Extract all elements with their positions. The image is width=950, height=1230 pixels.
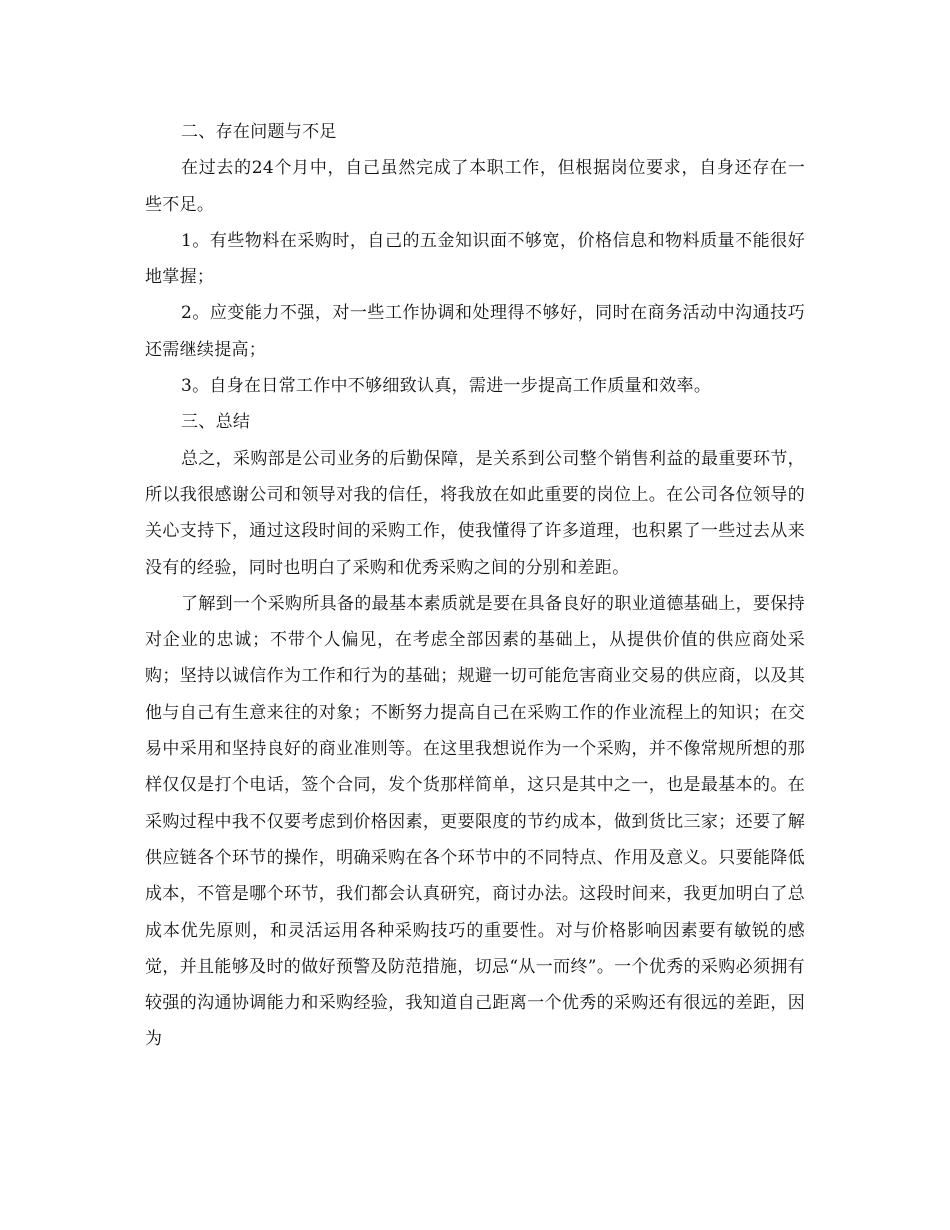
paragraph-summary: 总之，采购部是公司业务的后勤保障，是关系到公司整个销售利益的最重要环节，所以我很感谢公司和领导对我的信任，将我放在如此重要的岗位上。在公司各位领导的关心支持下，通过这段时间的采购工作，使我懂得了许多道理，也积累了一些过去从来没有的经验，同时也明白了采购和优秀采购之间的分别和差距。 bbox=[145, 448, 805, 578]
paragraph-item-2: 2。应变能力不强，对一些工作协调和处理得不够好，同时在商务活动中沟通技巧还需继续提高； bbox=[145, 303, 805, 360]
paragraph-item-1: 1。有些物料在采购时，自己的五金知识面不够宽，价格信息和物料质量不能很好地掌握； bbox=[145, 230, 805, 288]
paragraph-item-3: 3。自身在日常工作中不够细致认真，需进一步提高工作质量和效率。 bbox=[181, 376, 712, 397]
section-heading-summary: 三、总结 bbox=[181, 412, 251, 433]
document-page bbox=[145, 114, 805, 1058]
paragraph-intro: 在过去的24个月中，自己虽然完成了本职工作，但根据岗位要求，自身还存在一些不足。 bbox=[145, 158, 805, 215]
paragraph-qualities: 了解到一个采购所具备的最基本素质就是要在具备良好的职业道德基础上，要保持对企业的忠诚；不带个人偏见，在考虑全部因素的基础上，从提供价值的供应商处采购；坚持以诚信作为工作和行为的基础；规避一切可能危害商业交易的供应商，以及其他与自己有生意来往的对象；不断努力提高自己在采购工作的作业流程上的知识；在交易中采用和坚持良好的商业准则等。在这里我想说作为一个采购，并不像常规所想的那样仅仅是打个电话，签个合同，发个货那样简单，这只是其中之一，也是最基本的。在采购过程中我不仅要考虑到价格因素，更要限度的节约成本，做到货比三家；还要了解供应链各个环节的操作，明确采购在各个环节中的不同特点、作用及意义。只要能降低成本，不管是哪个环节，我们都会认真研究，商讨办法。这段时间来，我更加明白了总成本优先原则，和灵活运用各种采购技巧的重要性。对与价格影响因素要有敏锐的感觉，并且能够及时的做好预警及防范措施，切忌“从一而终”。一个优秀的采购必须拥有较强的沟通协调能力和采购经验，我知道自己距离一个优秀的采购还有很远的差距，因为 bbox=[145, 593, 805, 1050]
section-heading-problems: 二、存在问题与不足 bbox=[181, 122, 337, 142]
